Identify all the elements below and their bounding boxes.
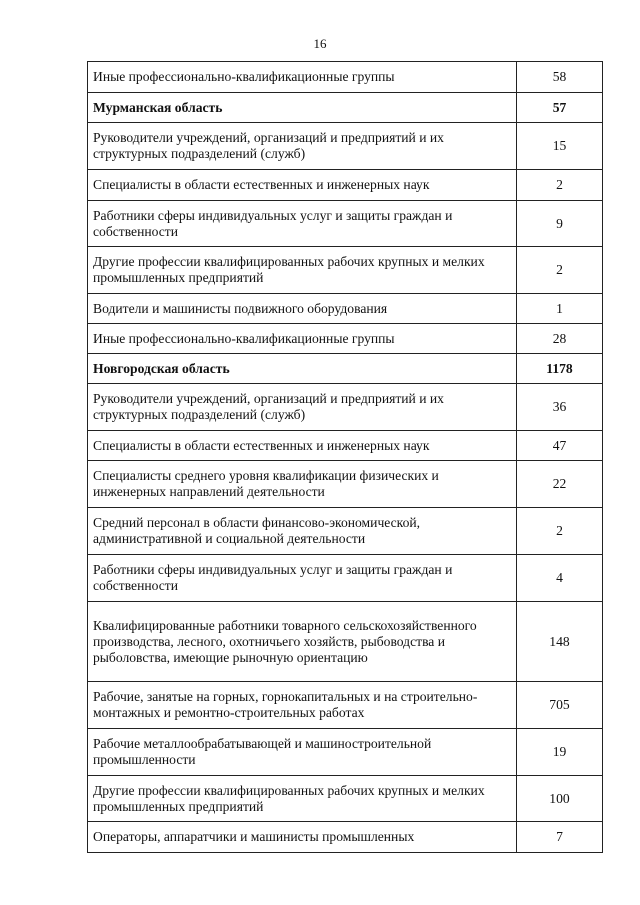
row-value: 19 [517,729,603,776]
row-label: Другие профессии квалифицированных рабочих крупных и мелких промышленных предприятий [88,776,517,822]
table-row [88,461,603,508]
table-row [88,431,603,461]
row-value: 22 [517,461,603,508]
page-number: 16 [313,36,327,51]
row-value: 15 [517,123,603,170]
row-value: 9 [517,201,603,247]
table-row [88,682,603,729]
region-label: Мурманская область [88,93,517,123]
row-label: Иные профессионально-квалификационные группы [88,62,517,93]
row-label: Специалисты в области естественных и инженерных наук [88,431,517,461]
row-label: Другие профессии квалифицированных рабочих крупных и мелких промышленных предприятий [88,247,517,294]
row-label: Рабочие металлообрабатывающей и машиностроительной промышленности [88,729,517,776]
row-label: Работники сферы индивидуальных услуг и защиты граждан и собственности [88,201,517,247]
table-row [88,508,603,555]
row-value: 36 [517,384,603,431]
row-value: 1 [517,294,603,324]
row-label: Специалисты среднего уровня квалификации физических и инженерных направлений деятельности [88,461,517,508]
row-value: 4 [517,555,603,602]
table-row [88,324,603,354]
row-label: Водители и машинисты подвижного оборудования [88,294,517,324]
row-label: Операторы, аппаратчики и машинисты промышленных [88,822,517,853]
table-row [88,247,603,294]
row-value: 28 [517,324,603,354]
row-value: 7 [517,822,603,853]
statistics-table [87,61,603,853]
region-total: 57 [517,93,603,123]
table-row [88,822,603,853]
row-value: 47 [517,431,603,461]
row-label: Иные профессионально-квалификационные группы [88,324,517,354]
row-label: Квалифицированные работники товарного сельскохозяйственного производства, лесного, охотничьего хозяйств, рыбоводства и рыболовства, имеющие рыночную ориентацию [88,602,517,682]
row-label: Руководители учреждений, организаций и предприятий и их структурных подразделений (служб) [88,384,517,431]
table-row [88,294,603,324]
table-row [88,123,603,170]
row-value: 2 [517,508,603,555]
row-value: 2 [517,247,603,294]
region-row [88,354,603,384]
row-label: Рабочие, занятые на горных, горнокапитальных и на строительно-монтажных и ремонтно-строительных работах [88,682,517,729]
table-row [88,729,603,776]
row-value: 58 [517,62,603,93]
table-row [88,201,603,247]
row-value: 705 [517,682,603,729]
row-label: Руководители учреждений, организаций и предприятий и их структурных подразделений (служб) [88,123,517,170]
table-row [88,776,603,822]
table-row [88,555,603,602]
region-label: Новгородская область [88,354,517,384]
row-value: 2 [517,170,603,201]
row-label: Работники сферы индивидуальных услуг и защиты граждан и собственности [88,555,517,602]
table-row [88,170,603,201]
region-row [88,93,603,123]
table-row [88,384,603,431]
row-label: Средний персонал в области финансово-экономической, административной и социальной деятельности [88,508,517,555]
row-label: Специалисты в области естественных и инженерных наук [88,170,517,201]
region-total: 1178 [517,354,603,384]
table-row [88,62,603,93]
table-row [88,602,603,682]
row-value: 100 [517,776,603,822]
row-value: 148 [517,602,603,682]
